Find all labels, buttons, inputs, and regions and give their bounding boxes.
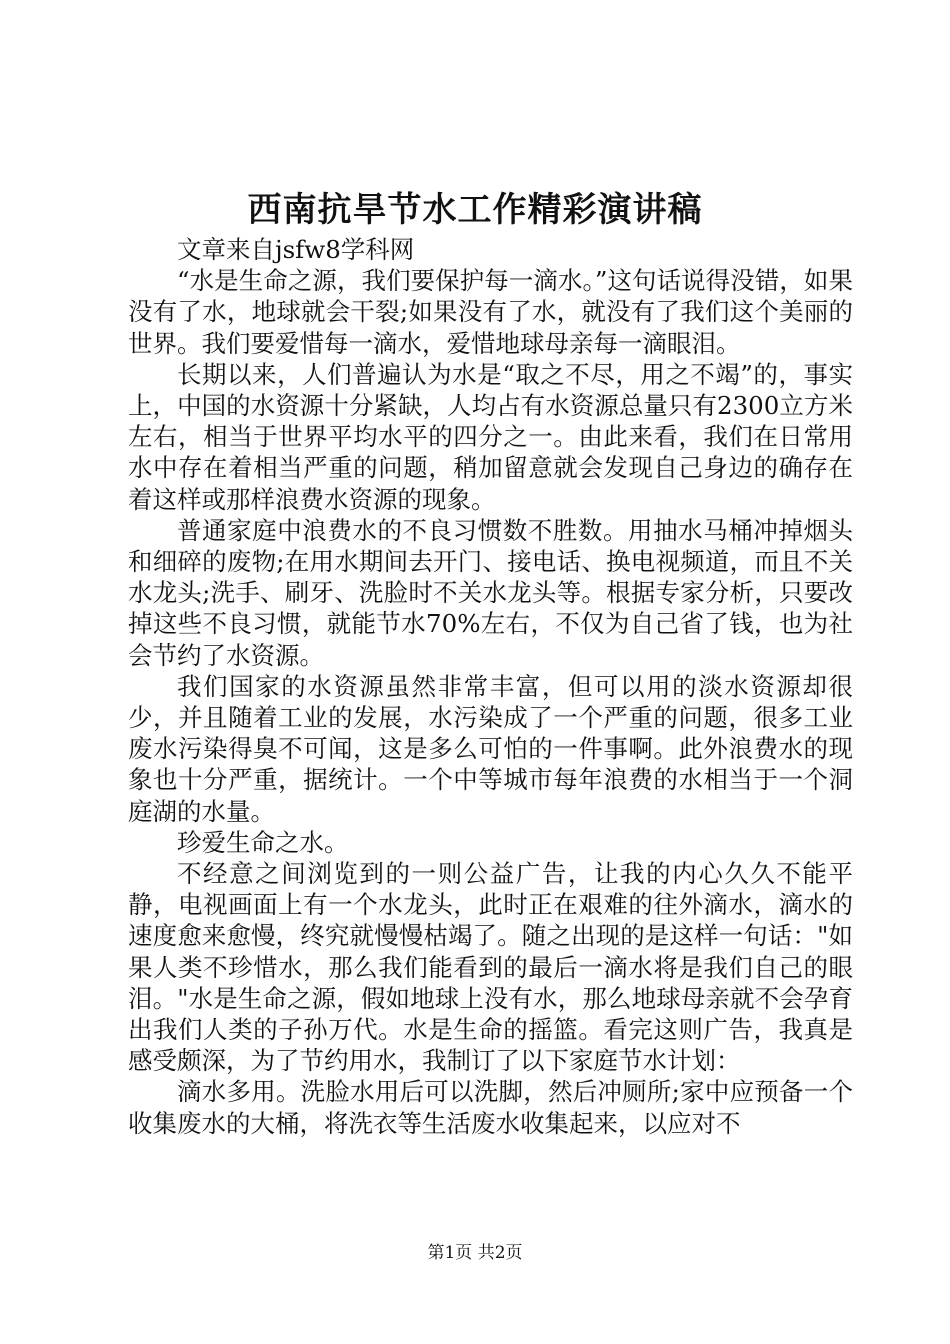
- paragraph: 滴水多用。洗脸水用后可以洗脚，然后冲厕所;家中应预备一个收集废水的大桶，将洗衣等生活废水收集起来，以应对不: [128, 1077, 853, 1138]
- paragraph: 普通家庭中浪费水的不良习惯数不胜数。用抽水马桶冲掉烟头和细碎的废物;在用水期间去开门、接电话、换电视频道，而且不关水龙头;洗手、刷牙、洗脸时不关水龙头等。根据专家分析，只要改掉这些不良习惯，就能节水70%左右，不仅为自己省了钱，也为社会节约了水资源。: [128, 515, 853, 670]
- paragraph: “水是生命之源，我们要保护每一滴水。”这句话说得没错，如果没有了水，地球就会干裂;如果没有了水，就没有了我们这个美丽的世界。我们要爱惜每一滴水，爱惜地球母亲每一滴眼泪。: [128, 266, 853, 358]
- page-number-footer: 第1页 共2页: [427, 1243, 523, 1263]
- paragraph: 我们国家的水资源虽然非常丰富，但可以用的淡水资源却很少，并且随着工业的发展，水污染成了一个严重的问题，很多工业废水污染得臭不可闻，这是多么可怕的一件事啊。此外浪费水的现象也十分严重，据统计。一个中等城市每年浪费的水相当于一个洞庭湖的水量。: [128, 671, 853, 826]
- paragraph: 不经意之间浏览到的一则公益广告，让我的内心久久不能平静，电视画面上有一个水龙头，此时正在艰难的往外滴水，滴水的速度愈来愈慢，终究就慢慢枯竭了。随之出现的是这样一句话："如果人类不珍惜水，那么我们能看到的最后一滴水将是我们自己的眼泪。"水是生命之源，假如地球上没有水，那么地球母亲就不会孕育出我们人类的子孙万代。水是生命的摇篮。看完这则广告，我真是感受颇深，为了节约用水，我制订了以下家庭节水计划：: [128, 859, 853, 1076]
- paragraph-source: 文章来自jsfw8学科网: [177, 235, 415, 264]
- document-body: [128, 234, 853, 1139]
- paragraph-heading: 珍爱生命之水。: [177, 827, 349, 857]
- paragraph: 长期以来，人们普遍认为水是“取之不尽，用之不竭”的，事实上，中国的水资源十分紧缺，人均占有水资源总量只有2300立方米左右，相当于世界平均水平的四分之一。由此来看，我们在日常用水中存在着相当严重的问题，稍加留意就会发现自己身边的确存在着这样或那样浪费水资源的现象。: [128, 359, 853, 514]
- page-title: 西南抗旱节水工作精彩演讲稿: [247, 190, 703, 230]
